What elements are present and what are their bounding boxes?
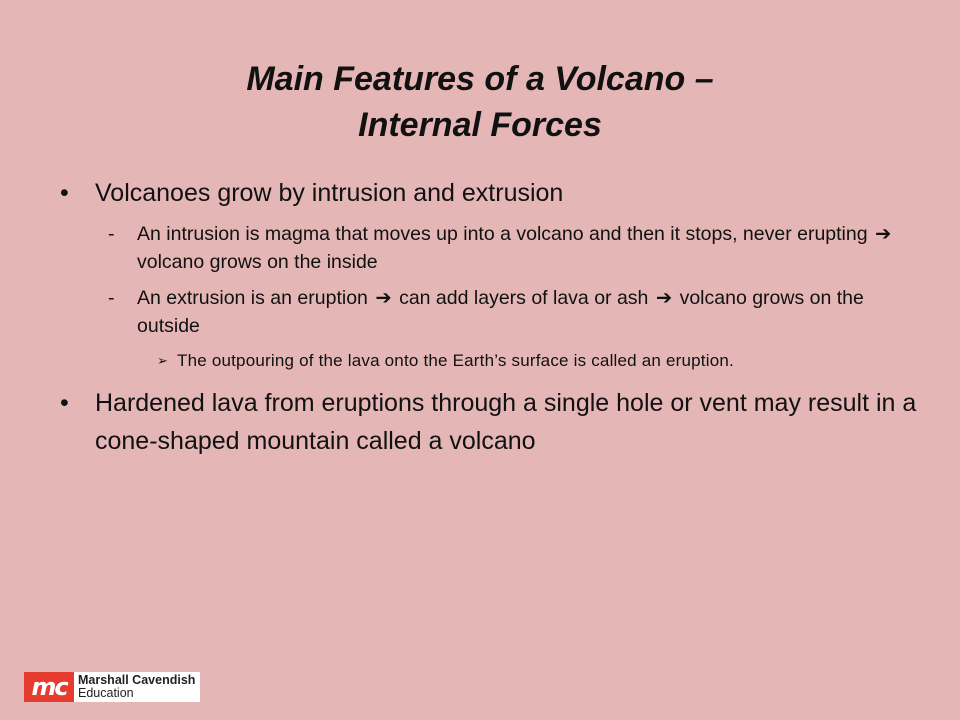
subitem-text-a: An intrusion is magma that moves up into a volcano and then it stops, never erupting xyxy=(137,223,868,245)
bullet-marker: • xyxy=(60,179,69,207)
bullet-text: Volcanoes grow by intrusion and extrusion xyxy=(95,179,564,207)
subitem-text-b: volcano grows on the inside xyxy=(137,251,378,273)
subitem-extrusion xyxy=(60,284,920,340)
logo-line-2: Education xyxy=(78,686,134,700)
arrow-icon: ➔ xyxy=(375,287,392,309)
subitem-text-b: can add layers of lava or ash xyxy=(399,287,649,309)
subsubitem-eruption xyxy=(60,348,920,374)
subitem-text-c: volcano grows on the outside xyxy=(137,287,864,337)
slide-title xyxy=(0,56,960,148)
subitem-text-a: An extrusion is an eruption xyxy=(137,287,368,309)
publisher-logo xyxy=(24,672,200,702)
subsubitem-text: The outpouring of the lava onto the Earth’s surface is called an eruption. xyxy=(177,351,734,370)
arrowhead-bullet-icon: ➢ xyxy=(157,353,169,368)
bullet-hardened-lava xyxy=(60,384,920,460)
dash-marker: - xyxy=(108,287,115,309)
bullet-text: Hardened lava from eruptions through a single hole or vent may result in a cone-shaped mountain called a volcano xyxy=(95,389,917,455)
dash-marker: - xyxy=(108,223,115,245)
mc-logo-icon: mc xyxy=(24,672,74,702)
slide-content xyxy=(60,174,920,468)
logo-line-1: Marshall Cavendish xyxy=(78,673,196,687)
arrow-icon: ➔ xyxy=(655,287,673,309)
logo-text xyxy=(74,674,195,700)
title-line-1: Main Features of a Volcano – xyxy=(246,60,714,98)
title-line-2: Internal Forces xyxy=(358,106,602,144)
bullet-volcanoes-grow xyxy=(60,174,920,212)
subitem-intrusion xyxy=(60,220,920,276)
arrow-icon: ➔ xyxy=(875,223,892,245)
bullet-marker: • xyxy=(60,389,69,417)
